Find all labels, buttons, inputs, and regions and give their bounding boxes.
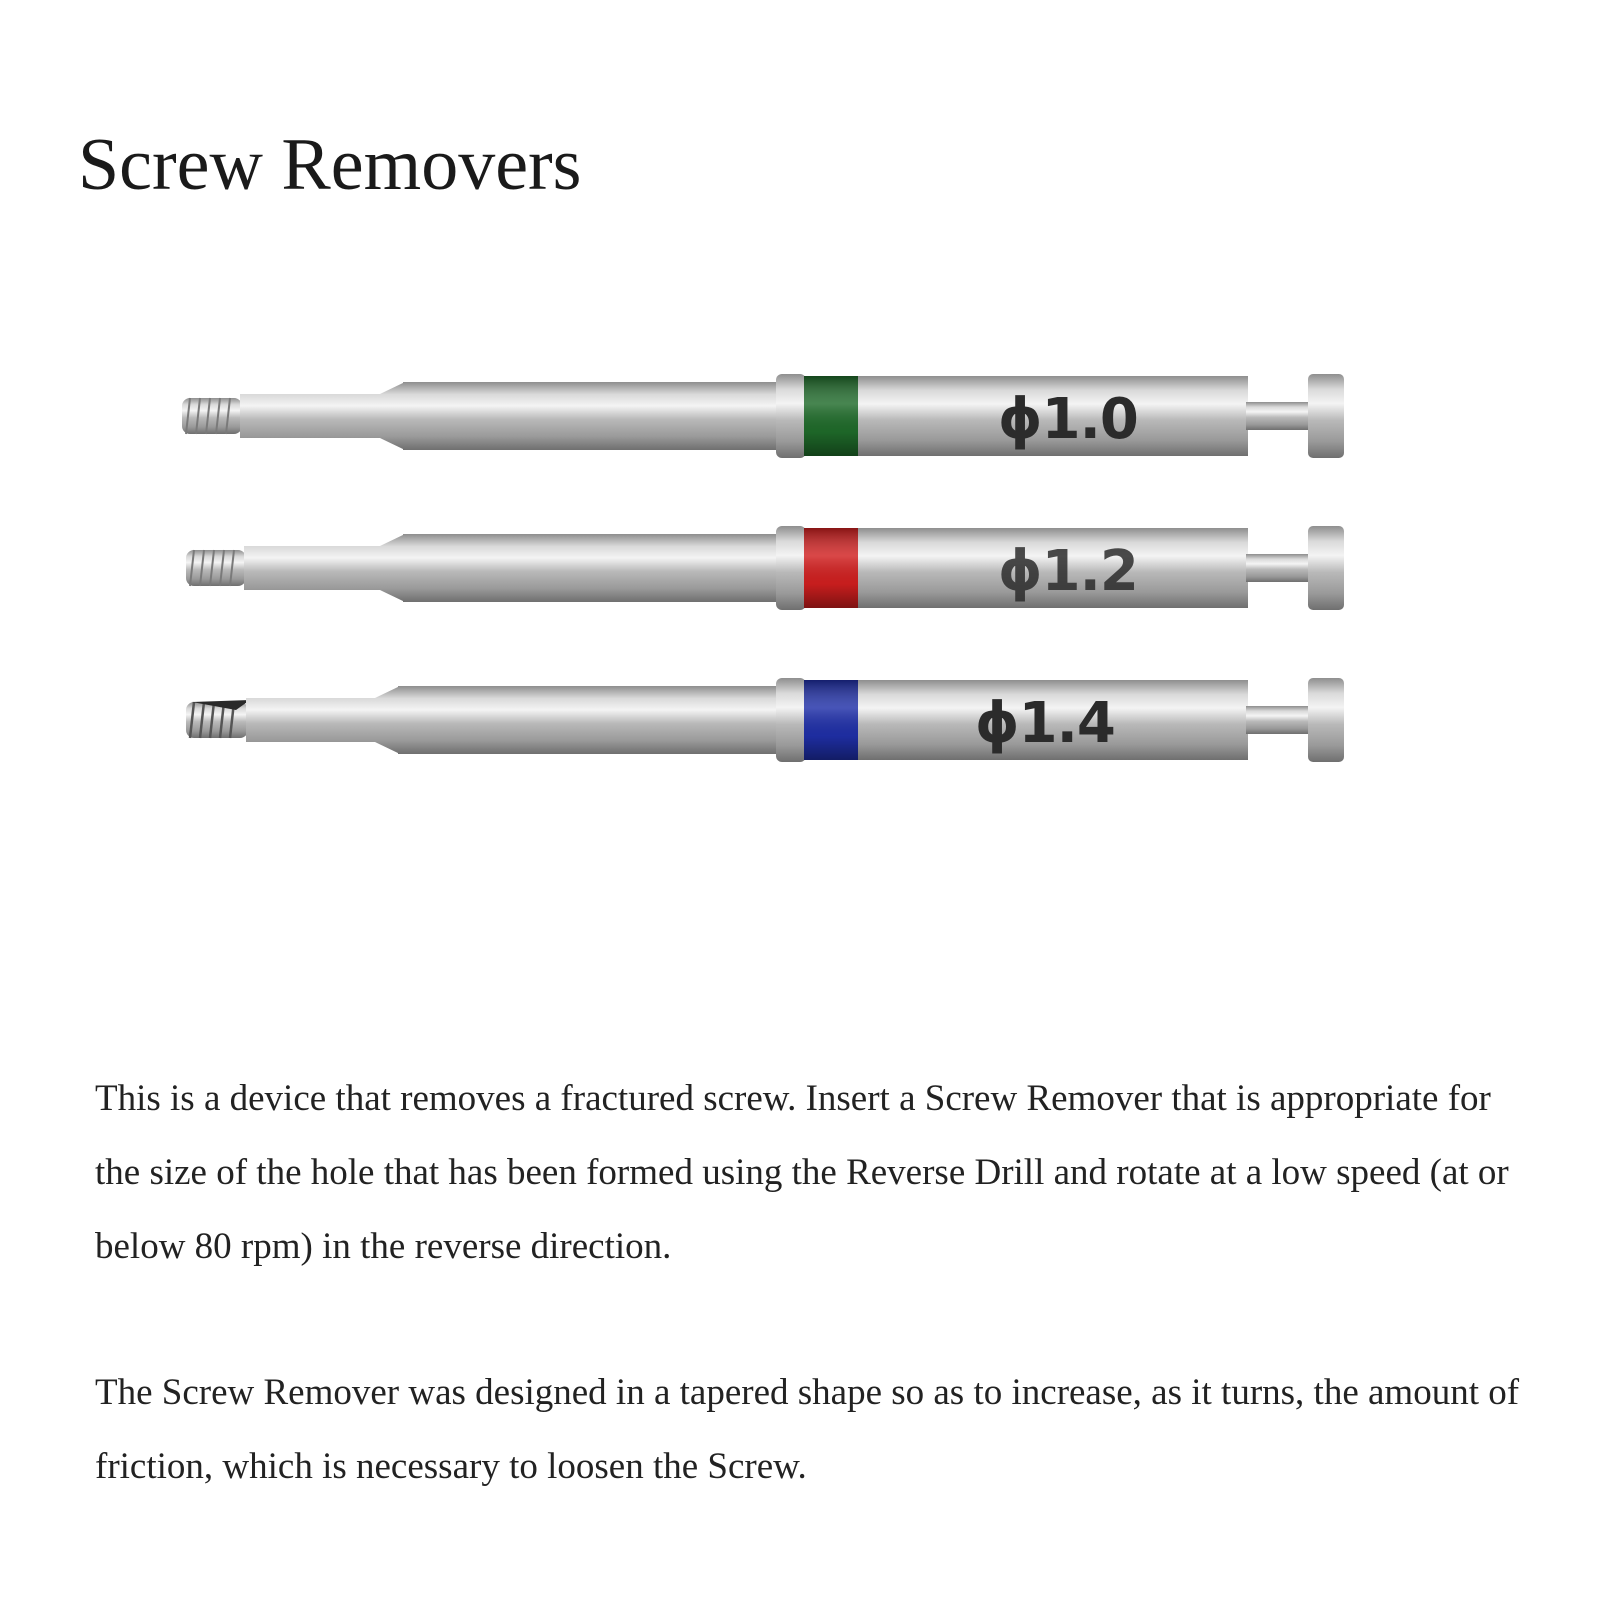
- screw-remover-tool-3: [186, 678, 1344, 762]
- neck: [240, 382, 405, 450]
- screw-remover-tool-1: [182, 374, 1344, 458]
- description-paragraph-1: This is a device that removes a fractured screw. Insert a Screw Remover that is appropriate for the size of the hole that has been formed using the Reverse Drill and rotate at a low speed (at or below 80 rpm) in the reverse direction.: [95, 1078, 1509, 1267]
- latch-neck: [1246, 402, 1316, 430]
- neck: [244, 534, 405, 602]
- tool-size-label: ϕ1.2: [998, 539, 1138, 604]
- screw-removers-image: [0, 350, 1600, 810]
- neck: [246, 686, 400, 754]
- thread-tip: [182, 398, 242, 434]
- tool-size-label: ϕ1.0: [998, 387, 1138, 452]
- latch-neck: [1246, 554, 1316, 582]
- shaft: [403, 382, 778, 450]
- latch-head: [1308, 374, 1344, 458]
- thread-tip: [186, 550, 246, 586]
- shaft: [398, 686, 778, 754]
- tool-size-label: ϕ1.4: [975, 691, 1115, 756]
- latch-neck: [1246, 706, 1316, 734]
- description-paragraph-2: The Screw Remover was designed in a tapered shape so as to increase, as it turns, the amount of friction, which is necessary to loosen the Screw.: [95, 1372, 1520, 1487]
- collar: [776, 678, 806, 762]
- shaft: [403, 534, 778, 602]
- latch-head: [1308, 678, 1344, 762]
- collar: [776, 526, 806, 610]
- screw-remover-tool-2: [186, 526, 1344, 610]
- page-title: Screw Removers: [78, 124, 582, 206]
- collar: [776, 374, 806, 458]
- latch-head: [1308, 526, 1344, 610]
